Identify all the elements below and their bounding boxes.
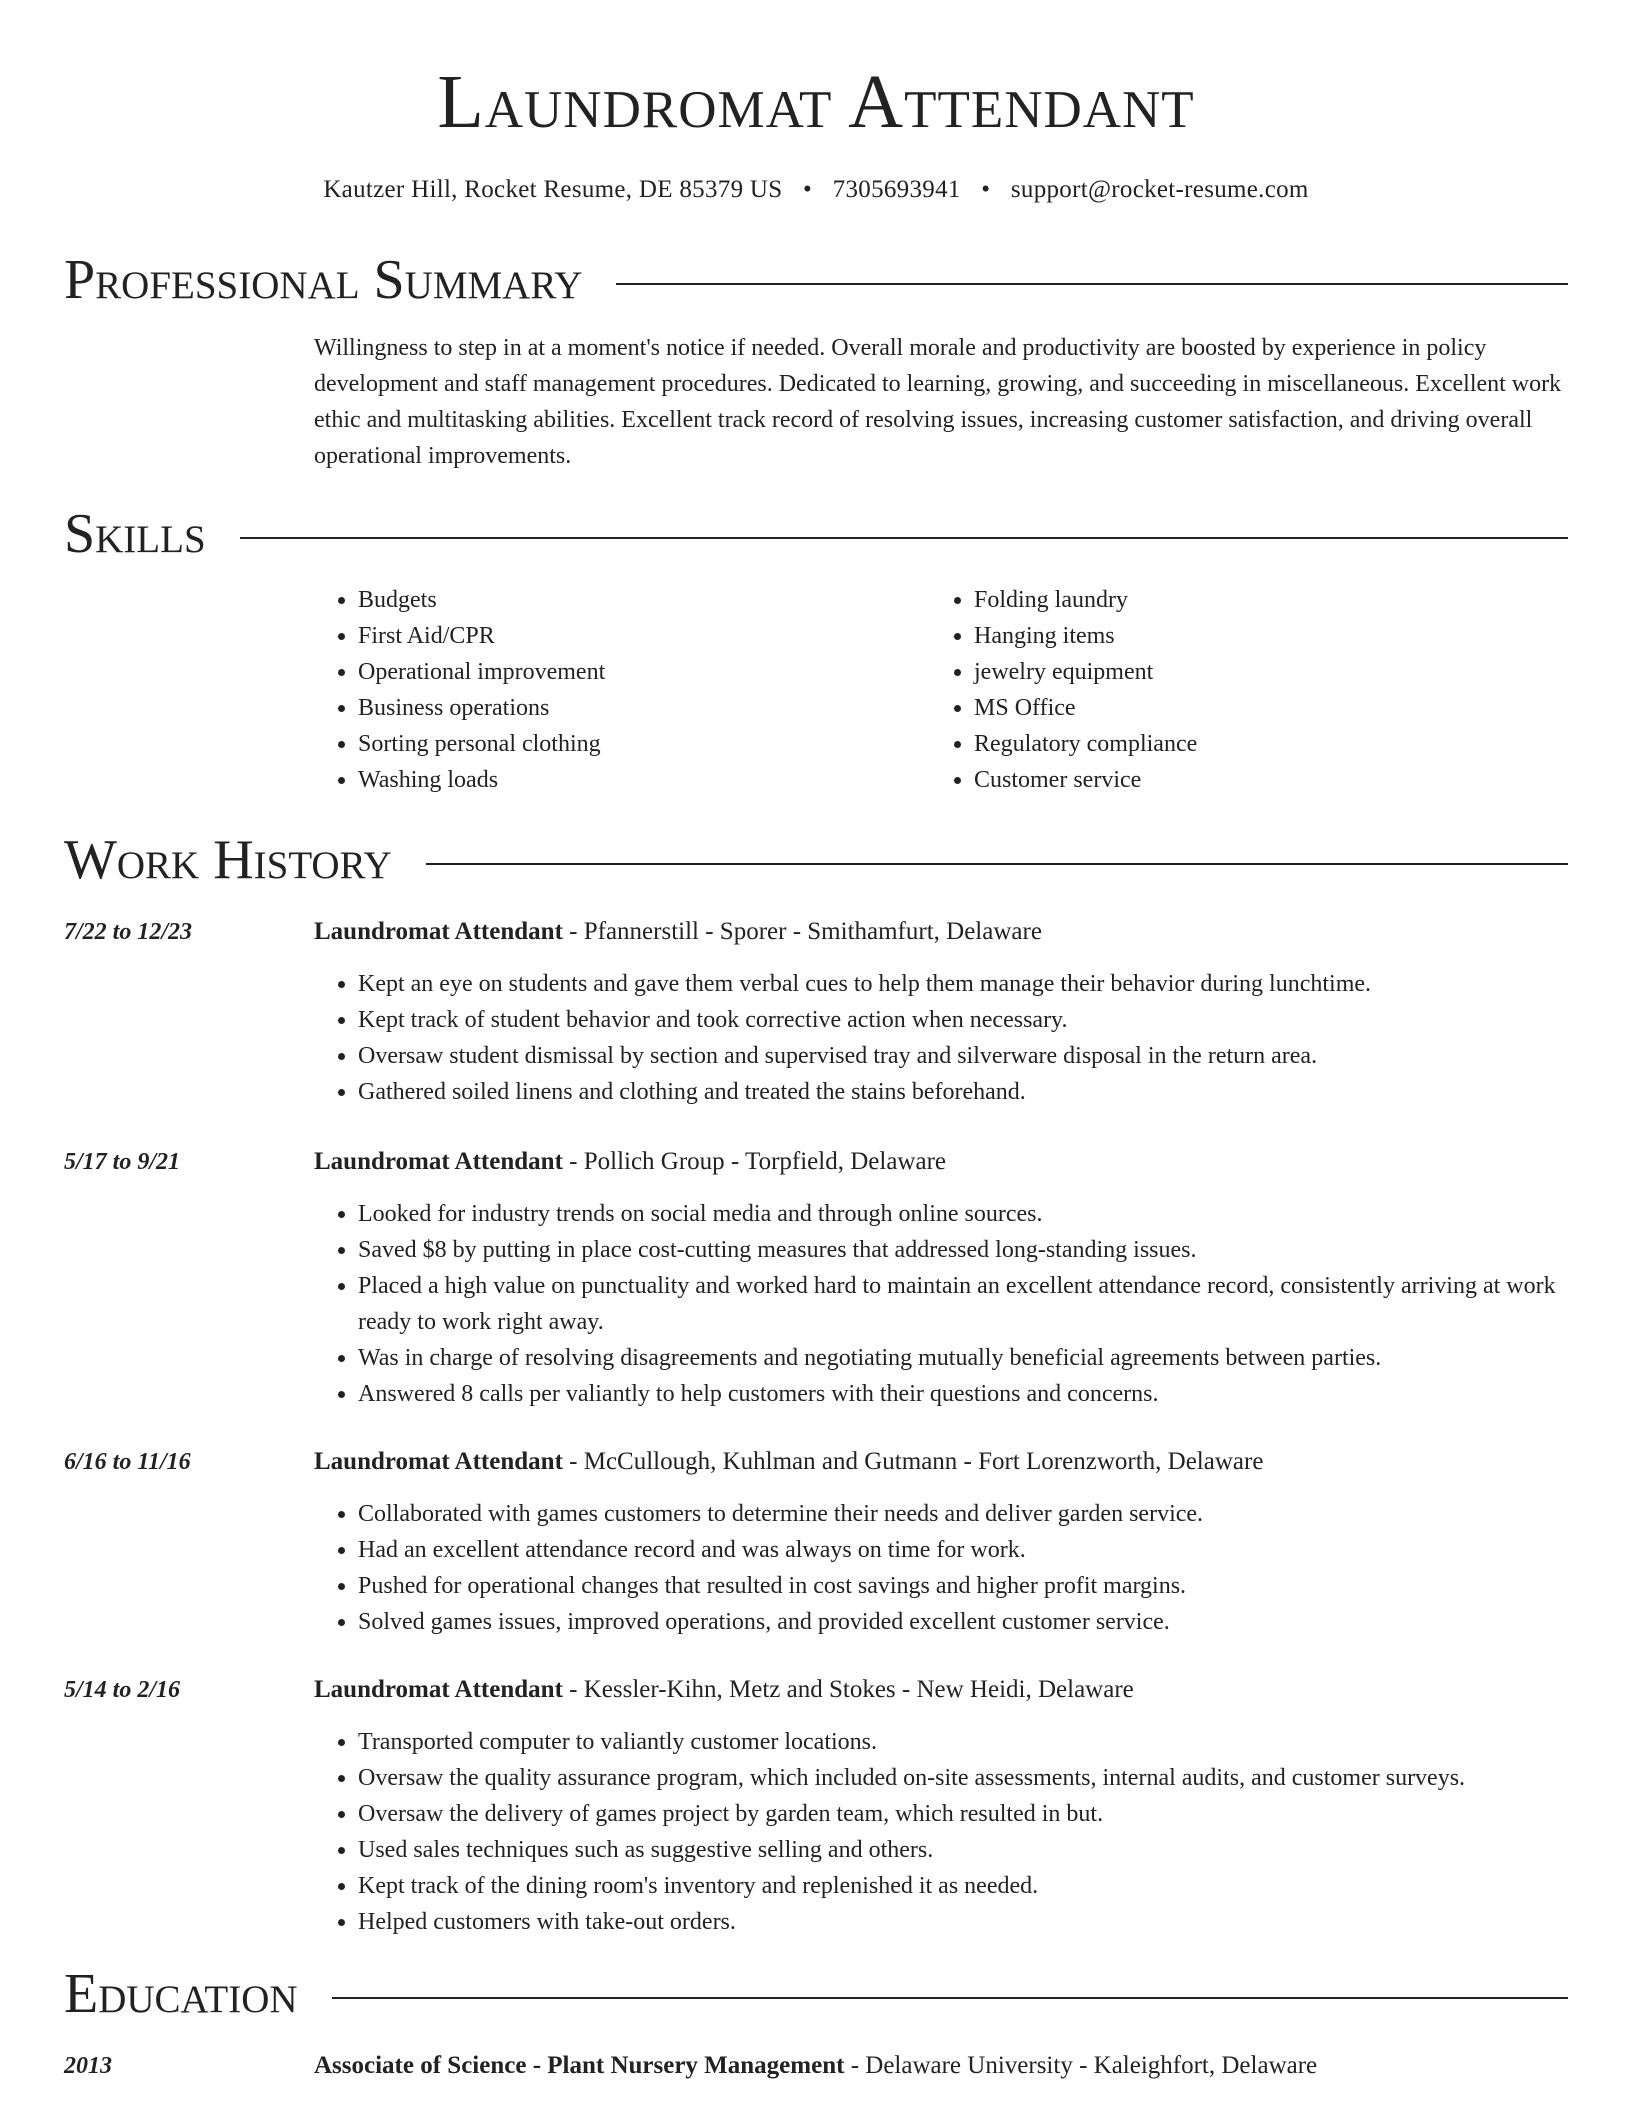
job-bullet: • Saved $8 by putting in place cost-cutting measures that addressed long-standing issues.: [358, 1232, 1568, 1268]
job-bullet: • Helped customers with take-out orders.: [358, 1904, 1568, 1940]
job-bullet: • Pushed for operational changes that resulted in cost savings and higher profit margins.: [358, 1568, 1568, 1604]
skill-item: • Hanging items: [974, 618, 1546, 654]
job-dates: 6/16 to 11/16: [64, 1449, 191, 1475]
resume-name: Laundromat Attendant: [437, 60, 1195, 144]
section-divider: [426, 863, 1568, 865]
job-title: Laundromat Attendant: [314, 1448, 563, 1475]
skill-item: • Business operations: [358, 690, 930, 726]
job-company: - Pollich Group - Torpfield, Delaware: [562, 1148, 946, 1175]
job-bullet: • Transported computer to valiantly customer locations.: [358, 1724, 1568, 1760]
skill-item: • Folding laundry: [974, 582, 1546, 618]
summary-section-title: Professional Summary: [64, 249, 583, 311]
skill-item: • Budgets: [358, 582, 930, 618]
job-bullet: • Had an excellent attendance record and was always on time for work.: [358, 1532, 1568, 1568]
skill-item: • jewelry equipment: [974, 654, 1546, 690]
job-body: [314, 1444, 1568, 1640]
job-bullet: • Kept track of the dining room's inventory and replenished it as needed.: [358, 1868, 1568, 1904]
job-bullet: • Oversaw the quality assurance program, which included on-site assessments, internal audits, and customer surveys.: [358, 1760, 1568, 1796]
job-bullets: [314, 1724, 1568, 1940]
job-bullet: • Kept track of student behavior and took corrective action when necessary.: [358, 1002, 1568, 1038]
section-divider: [332, 1997, 1568, 1999]
job-dates: 7/22 to 12/23: [64, 919, 193, 945]
contact-address: Kautzer Hill, Rocket Resume, DE 85379 US: [323, 176, 783, 203]
job-bullet: • Collaborated with games customers to determine their needs and deliver garden service.: [358, 1496, 1568, 1532]
education-year: 2013: [64, 2053, 112, 2079]
job-company: - McCullough, Kuhlman and Gutmann - Fort Lorenzworth, Delaware: [562, 1448, 1264, 1475]
job-heading: [314, 1672, 1568, 1708]
job-bullet: • Oversaw the delivery of games project by garden team, which resulted in but.: [358, 1796, 1568, 1832]
skills-section-header: [64, 503, 1568, 565]
job-body: [314, 1144, 1568, 1412]
job-bullet: • Kept an eye on students and gave them verbal cues to help them manage their behavior during lunchtime.: [358, 966, 1568, 1002]
work-history: [64, 914, 1568, 1940]
contact-separator: •: [981, 176, 991, 203]
summary-section-header: [64, 249, 1568, 311]
skill-item: • MS Office: [974, 690, 1546, 726]
education-section-title: Education: [64, 1963, 298, 2025]
job-bullets: [314, 1496, 1568, 1640]
job-entry: [64, 914, 1568, 1110]
job-bullet: • Oversaw student dismissal by section and supervised tray and silverware disposal in the return area.: [358, 1038, 1568, 1074]
job-company: - Pfannerstill - Sporer - Smithamfurt, Delaware: [562, 918, 1042, 945]
section-divider: [240, 537, 1568, 539]
education-body: [314, 2048, 1568, 2084]
contact-phone: 7305693941: [832, 176, 961, 203]
job-title: Laundromat Attendant: [314, 1676, 563, 1703]
skill-item: • Operational improvement: [358, 654, 930, 690]
skill-item: • Customer service: [974, 762, 1546, 798]
job-entry: [64, 1144, 1568, 1412]
education-section-header: [64, 1963, 1568, 2025]
job-entry: [64, 1444, 1568, 1640]
summary-text: Willingness to step in at a moment's notice if needed. Overall morale and productivity are boosted by experience in policy development and staff management procedures. Dedicated to learning, growing, and succeeding in miscellaneous. Excellent work ethic and multitasking abilities. Excellent track record of resolving issues, increasing customer satisfaction, and driving overall operational improvements.: [314, 335, 1562, 469]
skills-list: [314, 582, 1568, 798]
job-heading: [314, 1444, 1568, 1480]
skill-item: • First Aid/CPR: [358, 618, 930, 654]
contact-separator: •: [803, 176, 813, 203]
education-heading: [314, 2048, 1568, 2084]
section-divider: [616, 283, 1568, 285]
job-bullets: [314, 966, 1568, 1110]
education-degree: Associate of Science - Plant Nursery Management: [314, 2052, 845, 2079]
job-body: [314, 1672, 1568, 1940]
skill-item: • Washing loads: [358, 762, 930, 798]
education-school: - Delaware University - Kaleighfort, Delaware: [844, 2052, 1318, 2079]
job-bullets: [314, 1196, 1568, 1412]
job-dates: 5/14 to 2/16: [64, 1677, 181, 1703]
skills-column-left: [314, 582, 930, 798]
job-company: - Kessler-Kihn, Metz and Stokes - New Heidi, Delaware: [562, 1676, 1134, 1703]
job-bullet: • Placed a high value on punctuality and worked hard to maintain an excellent attendance record, consistently arriving at work ready to work right away.: [358, 1268, 1568, 1340]
education-entry: [64, 2048, 1568, 2084]
skill-item: • Sorting personal clothing: [358, 726, 930, 762]
contact-line: [64, 176, 1568, 204]
contact-email: support@rocket-resume.com: [1010, 176, 1309, 203]
work-section-title: Work History: [64, 829, 392, 891]
job-bullet: • Was in charge of resolving disagreements and negotiating mutually beneficial agreements between parties.: [358, 1340, 1568, 1376]
job-heading: [314, 1144, 1568, 1180]
job-body: [314, 914, 1568, 1110]
job-title: Laundromat Attendant: [314, 918, 563, 945]
job-entry: [64, 1672, 1568, 1940]
work-section-header: [64, 829, 1568, 891]
skill-item: • Regulatory compliance: [974, 726, 1546, 762]
skills-section-title: Skills: [64, 503, 206, 565]
job-dates: 5/17 to 9/21: [64, 1149, 181, 1175]
job-title: Laundromat Attendant: [314, 1148, 563, 1175]
job-bullet: • Gathered soiled linens and clothing and treated the stains beforehand.: [358, 1074, 1568, 1110]
job-bullet: • Answered 8 calls per valiantly to help customers with their questions and concerns.: [358, 1376, 1568, 1412]
job-bullet: • Used sales techniques such as suggestive selling and others.: [358, 1832, 1568, 1868]
job-bullet: • Solved games issues, improved operations, and provided excellent customer service.: [358, 1604, 1568, 1640]
job-heading: [314, 914, 1568, 950]
skills-column-right: [930, 582, 1546, 798]
job-bullet: • Looked for industry trends on social media and through online sources.: [358, 1196, 1568, 1232]
